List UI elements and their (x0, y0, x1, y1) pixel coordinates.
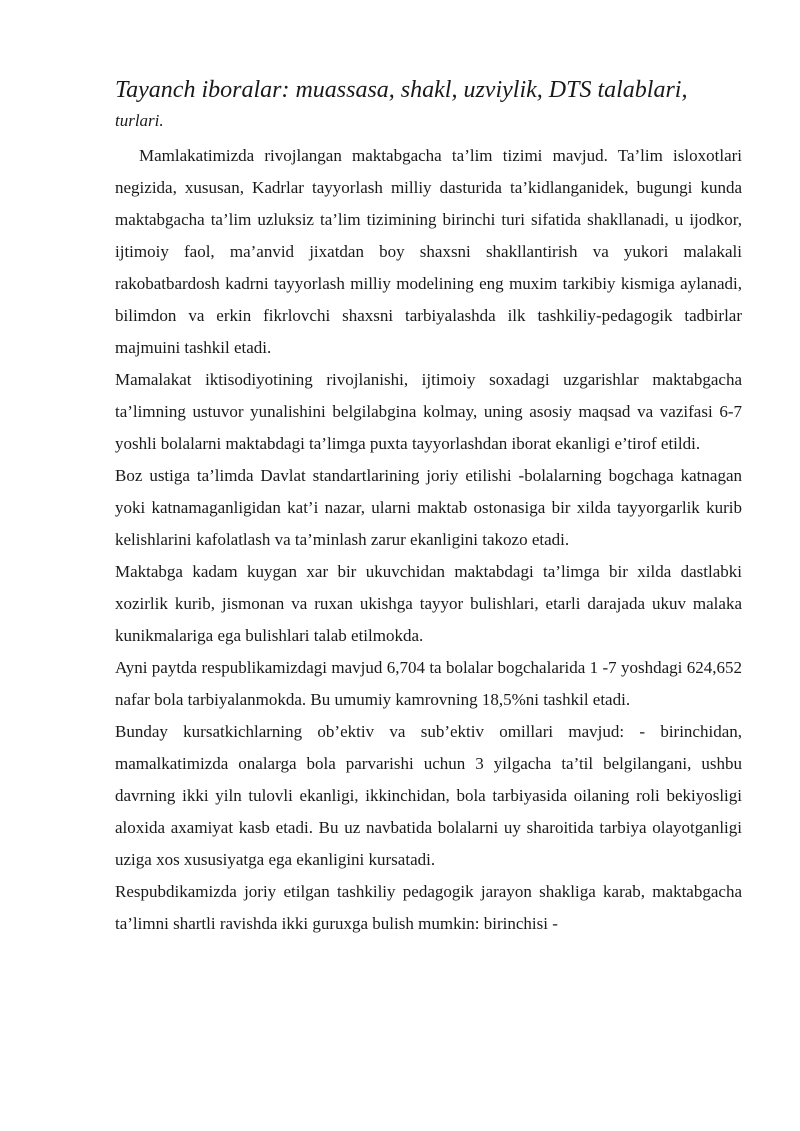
paragraph-2: Mamalakat iktisodiyotining rivojlanishi, ijtimoiy soxadagi uzgarishlar maktabgacha ta’limning ustuvor yunalishini belgilabgina kolmay, uning asosiy maqsad va vazifasi 6-7 yoshli bolalarni maktabdagi ta’limga puxta tayyorlashdan iborat ekanligi e’tirof etildi. (115, 370, 742, 453)
keywords-heading-continuation: turlari. (115, 111, 164, 130)
paragraph-6: Bunday kursatkichlarning ob’ektiv va sub’ektiv omillari mavjud: - birinchidan, mamalkatimizda onalarga bola parvarishi uchun 3 yilgacha ta’til belgilangani, ushbu davrning ikki yiln tulovli ekanligi, ikkinchidan, bola tarbiyasida oilaning roli bekiyosligi aloxida axamiyat kasb etadi. Bu uz navbatida bolalarni uy sharoitida tarbiya olayotganligi uziga xos xususiyatga ega ekanligini kursatadi. (115, 722, 742, 869)
paragraph-7: Respubdikamizda joriy etilgan tashkiliy pedagogik jarayon shakliga karab, maktabgacha ta’limni shartli ravishda ikki guruxga bulish mumkin: birinchisi - (115, 882, 742, 933)
paragraph-4: Maktabga kadam kuygan xar bir ukuvchidan maktabdagi ta’limga bir xilda dastlabki xozirlik kurib, jismonan va ruxan ukishga tayyor bulishlari, etarli darajada ukuv malaka kunikmalariga ega bulishlari talab etilmokda. (115, 562, 742, 645)
document-page (115, 72, 742, 940)
paragraph-5: Ayni paytda respublikamizdagi mavjud 6,704 ta bolalar bogchalarida 1 -7 yoshdagi 624,652 nafar bola tarbiyalanmokda. Bu umumiy kamrovning 18,5%ni tashkil etadi. (115, 658, 742, 709)
keywords-heading: Tayanch iboralar: muassasa, shakl, uzviylik, DTS talablari, (115, 77, 688, 103)
paragraph-1: Mamlakatimizda rivojlangan maktabgacha ta’lim tizimi mavjud. Ta’lim isloxotlari negizida, xususan, Kadrlar tayyorlash milliy dasturida ta’kidlanganidek, bugungi kunda maktabgacha ta’lim uzluksiz ta’lim tizimining birinchi turi sifatida shakllanadi, u ijodkor, ijtimoiy faol, ma’anvid jixatdan boy shaxsni shakllantirish va yukori malakali rakobatbardosh kadrni tayyorlash milliy modelining eng muxim tarkibiy kismiga aylanadi, bilimdon va erkin fikrlovchi shaxsni tarbiyalashda ilk tashkiliy-pedagogik tadbirlar majmuini tashkil etadi. (115, 146, 742, 357)
paragraph-3: Boz ustiga ta’limda Davlat standartlarining joriy etilishi -bolalarning bogchaga katnagan yoki katnamaganligidan kat’i nazar, ularni maktab ostonasiga bir xilda tayyorgarlik kurib kelishlarini kafolatlash va ta’minlash zarur ekanligini takozo etadi. (115, 466, 742, 549)
